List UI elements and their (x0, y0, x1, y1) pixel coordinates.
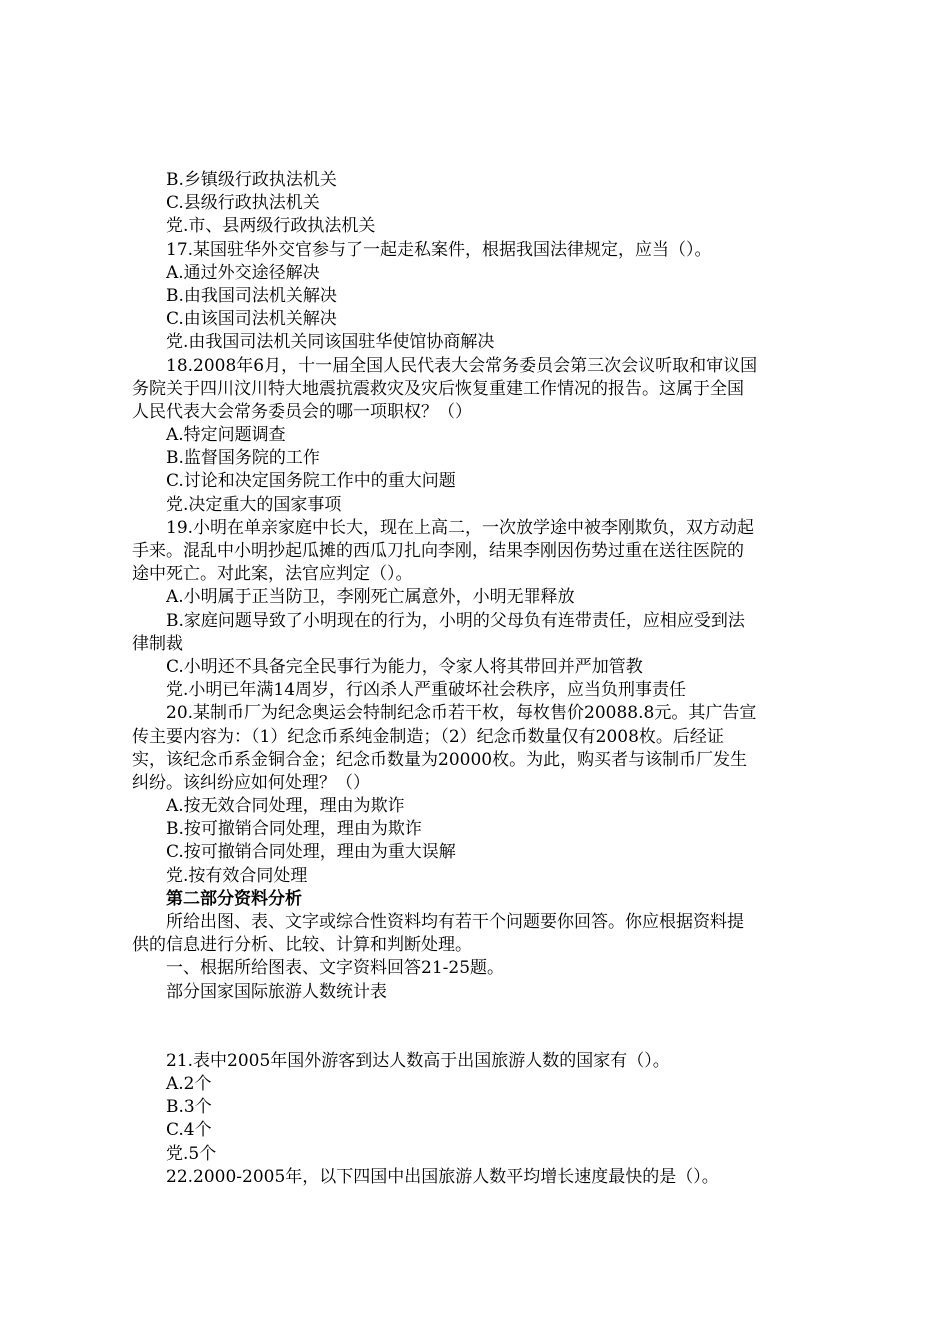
question-20-line: 实，该纪念币系金铜合金；纪念币数量为20000枚。为此，购买者与该制币厂发生 (132, 749, 748, 770)
option-line: 党.由我国司法机关同该国驻华使馆协商解决 (166, 332, 495, 353)
option-line: B.家庭问题导致了小明现在的行为，小明的父母负有连带责任，应相应受到法 (166, 610, 745, 631)
intro-line: 供的信息进行分析、比较、计算和判断处理。 (132, 935, 472, 956)
option-line: B.3个 (166, 1097, 212, 1118)
option-line: 党.5个 (166, 1143, 217, 1164)
question-20-line: 20.某制币厂为纪念奥运会特制纪念币若干枚，每枚售价20088.8元。其广告宣 (166, 703, 757, 724)
option-line: 党.小明已年满14周岁，行凶杀人严重破坏社会秩序，应当负刑事责任 (166, 680, 687, 701)
table-placeholder (166, 1004, 834, 1050)
option-line: 党.决定重大的国家事项 (166, 494, 342, 515)
option-line: A.通过外交途径解决 (166, 262, 320, 283)
option-line: 律制裁 (132, 633, 183, 654)
question-22: 22.2000-2005年，以下四国中出国旅游人数平均增长速度最快的是（）。 (166, 1166, 719, 1187)
question-17: 17.某国驻华外交官参与了一起走私案件，根据我国法律规定，应当（）。 (166, 239, 712, 260)
document-body (132, 169, 834, 1189)
question-18-line: 务院关于四川汶川特大地震抗震救灾及灾后恢复重建工作情况的报告。这属于全国 (132, 378, 744, 399)
question-19-line: 手来。混乱中小明抄起瓜摊的西瓜刀扎向李刚，结果李刚因伤势过重在送往医院的 (132, 541, 744, 561)
question-19-line: 途中死亡。对此案，法官应判定（）。 (132, 564, 413, 585)
question-19-line: 19.小明在单亲家庭中长大，现在上高二，一次放学途中被李刚欺负，双方动起 (166, 517, 755, 538)
option-line: C.县级行政执法机关 (166, 193, 320, 214)
subsection-heading: 一、根据所给图表、文字资料回答21-25题。 (166, 958, 505, 979)
option-line: A.按无效合同处理，理由为欺诈 (166, 796, 405, 817)
option-line: C.由该国司法机关解决 (166, 309, 337, 330)
option-line: C.讨论和决定国务院工作中的重大问题 (166, 471, 456, 492)
section-heading: 第二部分资料分析 (166, 888, 302, 909)
option-line: B.按可撤销合同处理，理由为欺诈 (166, 819, 422, 840)
option-line: A.特定问题调查 (166, 425, 286, 446)
option-line: 党.市、县两级行政执法机关 (166, 216, 376, 237)
option-line: C.4个 (166, 1120, 212, 1141)
option-line: 党.按有效合同处理 (166, 865, 308, 886)
question-20-line: 纠纷。该纠纷应如何处理？（） (132, 772, 370, 793)
table-title: 部分国家国际旅游人数统计表 (166, 981, 387, 1002)
question-18-line: 18.2008年6月，十一届全国人民代表大会常务委员会第三次会议听取和审议国 (166, 355, 758, 376)
option-line: A.2个 (166, 1073, 212, 1094)
intro-line: 所给出图、表、文字或综合性资料均有若干个问题要你回答。你应根据资料提 (166, 912, 744, 932)
option-line: C.小明还不具备完全民事行为能力，令家人将其带回并严加管教 (166, 656, 643, 677)
option-line: A.小明属于正当防卫，李刚死亡属意外，小明无罪释放 (166, 587, 575, 608)
option-line: C.按可撤销合同处理，理由为重大误解 (166, 842, 456, 863)
option-line: B.由我国司法机关解决 (166, 285, 337, 306)
option-line: B.乡镇级行政执法机关 (166, 170, 337, 190)
question-21: 21.表中2005年国外游客到达人数高于出国旅游人数的国家有（）。 (166, 1050, 670, 1071)
question-18-line: 人民代表大会常务委员会的哪一项职权？（） (132, 401, 472, 422)
question-20-line: 传主要内容为：（1）纪念币系纯金制造；（2）纪念币数量仅有2008枚。后经证 (132, 726, 724, 747)
option-line: B.监督国务院的工作 (166, 448, 320, 469)
